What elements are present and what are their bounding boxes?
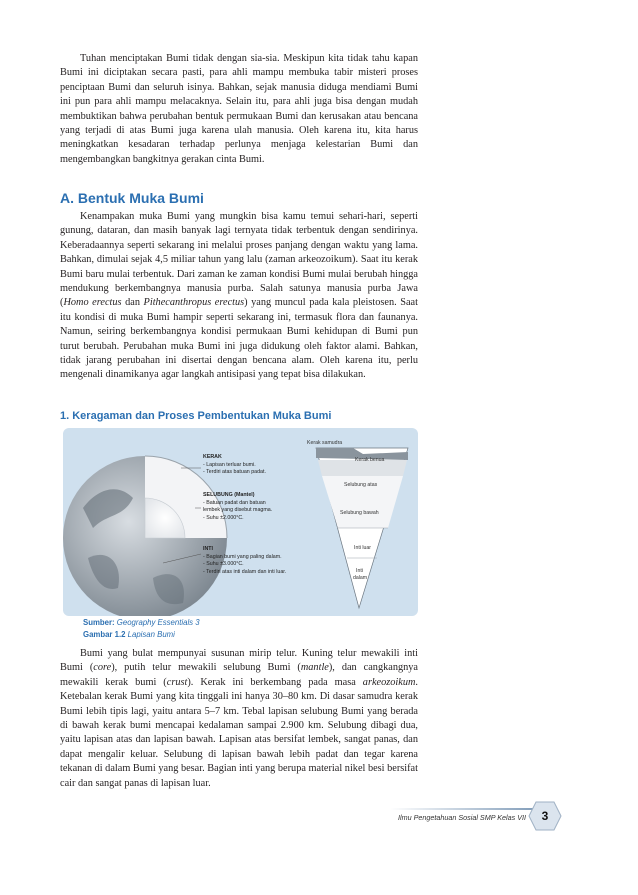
label-inti-dalam-2: dalam [353, 575, 368, 581]
page-number: 3 [541, 809, 549, 823]
text-run: ). Kerak ini berkembang pada masa [187, 676, 363, 688]
subsection-heading: 1. Keragaman dan Proses Pembentukan Muka Bumi [60, 410, 332, 422]
intro-paragraph [60, 52, 418, 167]
text-run: Tuhan menciptakan Bumi tidak dengan sia-sia. Meskipun kita tidak tahu kapan Bumi ini diciptakan secara pasti, para ahli mampu membuka tabir misteri proses penciptaan Bumi dan seluruh isinya. Bahkan, sejak manusia diduga mendiami Bumi ini pun para ahli mampu melacaknya. Selain itu, para ahli juga bisa dengan mudah membuktikan bahwa perubahan bentuk permukaan Bumi dan kerusakan atau bencana yang terjadi di atas Bumi juga karena ulah manusia. Oleh karena itu, kita harus meningkatkan kesadaran terhadap perlunya menjaga kelestarian Bumi dan mengembangkan bangkitnya gerakan cinta Bumi. [60, 53, 418, 165]
italic-term: core [93, 662, 112, 674]
label-kerak-samudra: Kerak samudra [307, 440, 343, 446]
italic-term: Pithecanthropus erectus [143, 297, 245, 309]
text-run: Kenampakan muka Bumi yang mungkin bisa kamu temui sehari-hari, seperti gunung, dataran, dan masih banyak lagi ternyata tidak terbentuk dengan sendirinya. Keberadaannya seperti sekarang ini melalui proses panjang dengan waktu yang lama. Bahkan, dimulai sejak 4,5 miliar tahun yang lalu (zaman arkeozoikum). Saat itu kerak Bumi baru mulai terbentuk. Dari zaman ke zaman kondisi Bumi mulai berubah hingga mendukung berkembangnya manusia purba. Salah satunya manusia purba Jawa ( [60, 211, 418, 309]
text-run: Bumi yang bulat mempunyai susunan mirip telur. Kuning telur mewakili inti Bumi ( [60, 648, 418, 674]
section-paragraph [60, 210, 418, 383]
figure-source: Sumber: Geography Essentials 3 [83, 618, 200, 627]
label-selubung-bawah: Selubung bawah [340, 510, 379, 516]
label-inti-luar: Inti luar [354, 545, 372, 551]
text-run: ), putih telur mewakili selubung Bumi ( [111, 662, 301, 674]
label-kerak-benua: Kerak benua [355, 457, 385, 463]
label-inti-dalam-1: Inti [356, 568, 363, 574]
text-run: . Ketebalan kerak Bumi yang kita tinggali ini hanya 30–80 km. Di dasar samudra kerak Bumi lebih tipis lagi, yaitu antara 5–7 km. Tebal lapisan selubung Bumi yang berada di bawah kerak bumi mencapai kedalaman sampai 2.900 km. Selubung dibagi dua, yaitu lapisan atas dan lapisan bawah. Lapisan atas bersifat lembek, sangat panas, dan dapat mengalir keluar. Selubung di lapisan bawah lebih padat dan tegar karena tekanan di dalam Bumi yang besar. Bagian inti yang berupa material nikel besi bersifat cair dan sangat panas di lapisan luar. [60, 676, 418, 789]
italic-term: arkeozoikum [362, 676, 416, 688]
inti-description: INTI - Bagian bumi yang paling dalam. - Suhu ±3.000°C. - Terdiri atas inti dalam dan inti luar. [203, 546, 287, 575]
figure-caption: Gambar 1.2 Lapisan Bumi [83, 630, 175, 639]
text-run: ) yang muncul pada kala pleistosen. Saat itu kondisi di muka Bumi hampir seperti sekarang ini, termasuk flora dan faunanya. Namun, seiring berkembangnya kondisi permukaan Bumi kehidupan di Bumi pun turut berubah. Perubahan muka Bumi ini juga didukung oleh faktor alami. Bahkan, tidak jarang perubahan ini disertai dengan bencana alam. Oleh karena itu, perlu mengenali dinamikanya agar langkah antisipasi yang tepat bisa dilakukan. [60, 297, 418, 381]
italic-term: crust [166, 676, 188, 688]
section-heading: A. Bentuk Muka Bumi [60, 190, 204, 206]
text-run: ), dan cangkangnya mewakili kerak bumi ( [60, 662, 418, 688]
footer-rule [390, 808, 540, 810]
text-run: dan [121, 297, 144, 309]
layers-paragraph [60, 647, 418, 791]
footer-book-title: Ilmu Pengetahuan Sosial SMP Kelas VII [398, 813, 526, 822]
italic-term: Homo erectus [63, 297, 122, 309]
italic-term: mantle [300, 662, 329, 674]
kerak-description: KERAK - Lapisan terluar bumi. - Terdiri atas batuan padat. [203, 454, 266, 476]
earth-layers-figure [63, 428, 418, 616]
selubung-description: SELUBUNG (Mantel) - Batuan padat dan batuan lembek yang disebut magma. - Suhu ±2.000°C. [203, 492, 273, 521]
label-selubung-atas: Selubung atas [344, 482, 378, 488]
